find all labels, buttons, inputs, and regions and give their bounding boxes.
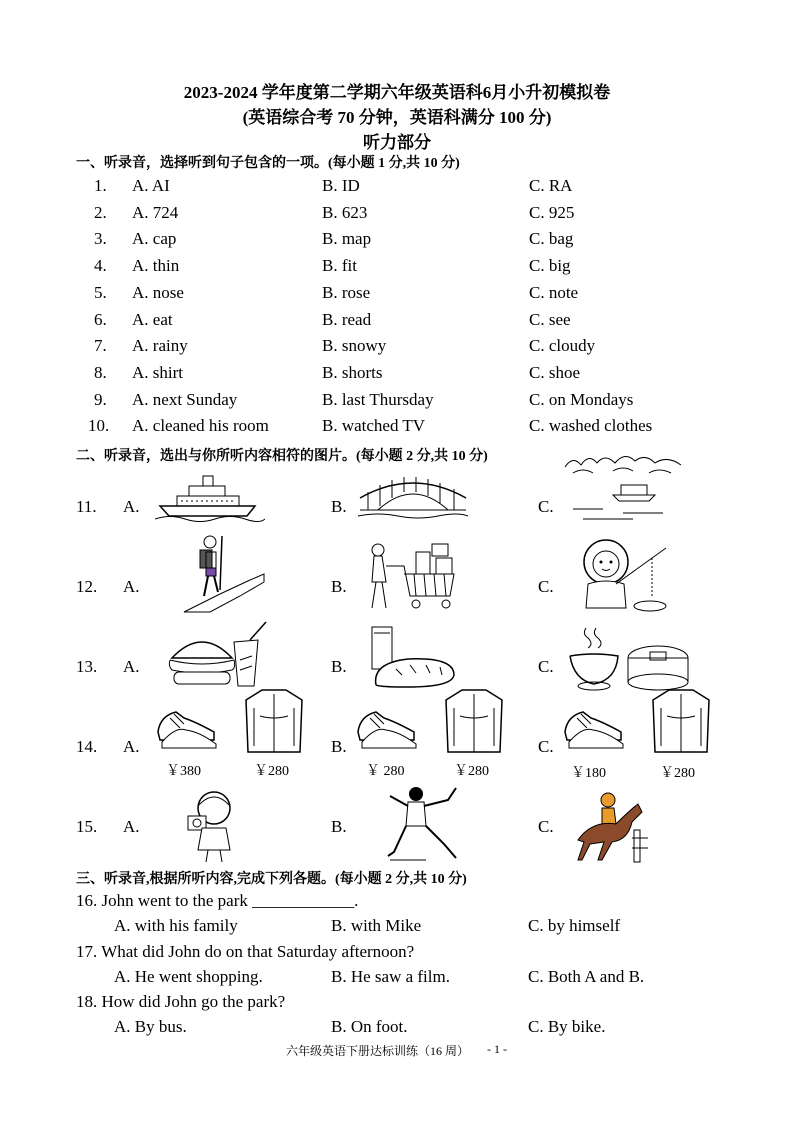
- option-a-label: A.: [123, 737, 140, 756]
- option-a: A. eat: [132, 310, 173, 329]
- price-label: ￥ 280: [366, 764, 405, 779]
- section2-heading: 二、听录音，选出与你所听内容相符的图片。(每小题 2 分,共 10 分): [76, 449, 488, 464]
- option-b-label: B.: [331, 577, 347, 596]
- sneakers-picture: [563, 702, 625, 750]
- option-b: B. snowy: [322, 336, 387, 355]
- option-c: C. on Mondays: [529, 390, 634, 409]
- question-stem: 16. John went to the park ____________.: [76, 891, 359, 910]
- option-a: A. cap: [132, 229, 177, 248]
- fishing-boy-picture: [576, 538, 668, 616]
- option-c: C. RA: [529, 176, 573, 195]
- option-a: A. nose: [132, 283, 184, 302]
- jacket-picture: [651, 686, 711, 754]
- option-b: B. read: [322, 310, 372, 329]
- option-b-label: B.: [331, 817, 347, 836]
- jacket-picture: [444, 686, 504, 754]
- horse-riding-picture: [572, 790, 652, 864]
- question-number: 10.: [88, 416, 110, 435]
- exam-subtitle: (英语综合考 70 分钟，英语科满分 100 分): [242, 108, 552, 127]
- lake-boat-picture: [563, 447, 688, 525]
- section1-heading: 一、听录音，选择听到句子包含的一项。(每小题 1 分,共 10 分): [76, 156, 460, 171]
- shopping-cart-picture: [364, 538, 460, 616]
- camera-girl-picture: [184, 788, 240, 864]
- part-title: 听力部分: [363, 133, 431, 152]
- option-b: B. rose: [322, 283, 371, 302]
- sneakers-picture: [156, 702, 218, 750]
- price-label: ￥380: [166, 764, 201, 779]
- tea-dimsum-picture: [566, 624, 690, 692]
- option-b-label: B.: [331, 737, 347, 756]
- option-b: B. ID: [322, 176, 360, 195]
- option-b: B. map: [322, 229, 372, 248]
- footer-text: 六年级英语下册达标训练（16 周）: [286, 1044, 470, 1058]
- option-b: B. watched TV: [322, 416, 426, 435]
- option-a: A. shirt: [132, 363, 183, 382]
- option-a: A. AI: [132, 176, 170, 195]
- sneakers-picture: [356, 702, 418, 750]
- question-stem: 18. How did John go the park?: [76, 992, 286, 1011]
- bread-milk-picture: [368, 623, 458, 689]
- option-c: C. bag: [529, 229, 574, 248]
- option-a: A. rainy: [132, 336, 188, 355]
- option-c: C. shoe: [529, 363, 580, 382]
- price-label: ￥280: [454, 764, 489, 779]
- question-number: 11.: [76, 497, 97, 516]
- option-b: B. He saw a film.: [331, 967, 450, 986]
- option-c: C. washed clothes: [529, 416, 653, 435]
- option-c-label: C.: [538, 737, 554, 756]
- question-number: 6.: [94, 310, 107, 329]
- option-a: A. By bus.: [114, 1017, 187, 1036]
- question-number: 9.: [94, 390, 107, 409]
- exam-title: 2023-2024 学年度第二学期六年级英语科6月小升初模拟卷: [183, 83, 611, 102]
- option-c-label: C.: [538, 497, 554, 516]
- price-label: ￥280: [660, 766, 695, 781]
- option-a: A. with his family: [114, 916, 238, 935]
- option-b: B. On foot.: [331, 1017, 408, 1036]
- option-a-label: A.: [123, 657, 140, 676]
- ship-picture: [155, 470, 265, 522]
- bridge-picture: [358, 468, 468, 520]
- option-b-label: B.: [331, 497, 347, 516]
- option-c: C. by himself: [528, 916, 621, 935]
- option-c: C. note: [529, 283, 579, 302]
- question-number: 4.: [94, 256, 107, 275]
- option-a-label: A.: [123, 497, 140, 516]
- price-label: ￥180: [571, 766, 606, 781]
- option-b: B. with Mike: [331, 916, 422, 935]
- option-b: B. shorts: [322, 363, 383, 382]
- option-a: A. cleaned his room: [132, 416, 269, 435]
- option-c: C. By bike.: [528, 1017, 606, 1036]
- price-label: ￥280: [254, 764, 289, 779]
- question-number: 7.: [94, 336, 107, 355]
- option-a: A. 724: [132, 203, 179, 222]
- option-a: A. next Sunday: [132, 390, 238, 409]
- page-number: - 1 -: [487, 1042, 507, 1056]
- option-c: C. 925: [529, 203, 575, 222]
- question-number: 3.: [94, 229, 107, 248]
- question-number: 5.: [94, 283, 107, 302]
- option-c: C. big: [529, 256, 571, 275]
- question-number: 12.: [76, 577, 98, 596]
- question-number: 13.: [76, 657, 98, 676]
- option-a: A. thin: [132, 256, 180, 275]
- option-c-label: C.: [538, 657, 554, 676]
- option-a: A. He went shopping.: [114, 967, 263, 986]
- question-number: 15.: [76, 817, 98, 836]
- option-c-label: C.: [538, 577, 554, 596]
- question-number: 8.: [94, 363, 107, 382]
- question-stem: 17. What did John do on that Saturday afternoon?: [76, 942, 415, 961]
- option-b: B. last Thursday: [322, 390, 434, 409]
- question-number: 14.: [76, 737, 98, 756]
- jacket-picture: [244, 686, 304, 754]
- option-b-label: B.: [331, 657, 347, 676]
- option-a-label: A.: [123, 577, 140, 596]
- option-c-label: C.: [538, 817, 554, 836]
- option-c: C. cloudy: [529, 336, 596, 355]
- option-c: C. Both A and B.: [528, 967, 645, 986]
- question-number: 1.: [94, 176, 107, 195]
- taichi-picture: [386, 782, 462, 862]
- option-b: B. fit: [322, 256, 357, 275]
- option-a-label: A.: [123, 817, 140, 836]
- option-c: C. see: [529, 310, 571, 329]
- question-number: 2.: [94, 203, 107, 222]
- section3-heading: 三、听录音,根据所听内容,完成下列各题。(每小题 2 分,共 10 分): [76, 872, 467, 887]
- option-b: B. 623: [322, 203, 368, 222]
- burger-drink-picture: [166, 620, 274, 690]
- hiking-picture: [180, 532, 266, 614]
